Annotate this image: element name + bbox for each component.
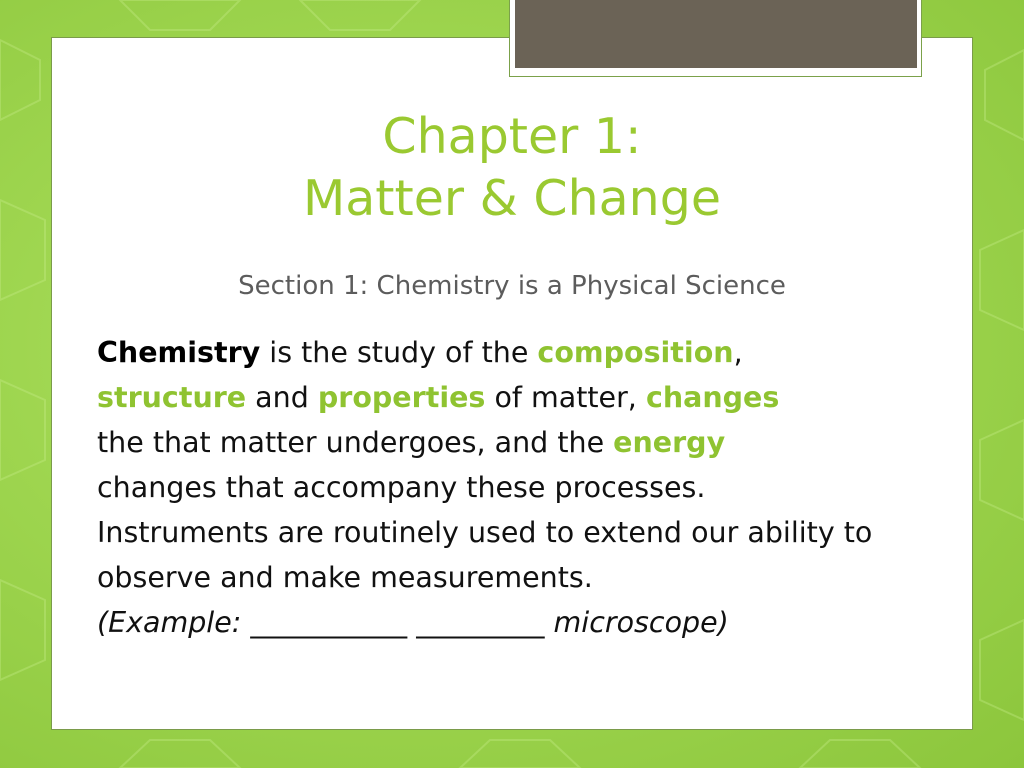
term-structure: structure [97,381,247,414]
slide-body-text [97,330,957,645]
slide-subtitle: Section 1: Chemistry is a Physical Science [238,271,786,301]
term-energy: energy [613,426,726,459]
term-changes: changes [645,381,780,414]
body-text-6: changes that accompany these processes. [97,471,706,504]
term-properties: properties [317,381,486,414]
term-composition: composition [537,336,734,369]
title-line-2: Matter & Change [303,170,721,227]
top-tab-block [515,0,917,68]
body-text-4: of matter, [485,381,646,414]
body-text-3: and [246,381,318,414]
term-chemistry: Chemistry [97,336,261,369]
body-text-7: Instruments are routinely used to extend our ability to observe and make measurements. [97,516,873,594]
slide-title [51,106,973,230]
example-line: (Example: ___________ _________ microscope) [97,606,729,639]
title-line-1: Chapter 1: [382,108,642,165]
body-text-2: , [733,336,743,369]
body-text-5: the that matter undergoes, and the [97,426,614,459]
body-text-1: is the study of the [260,336,538,369]
